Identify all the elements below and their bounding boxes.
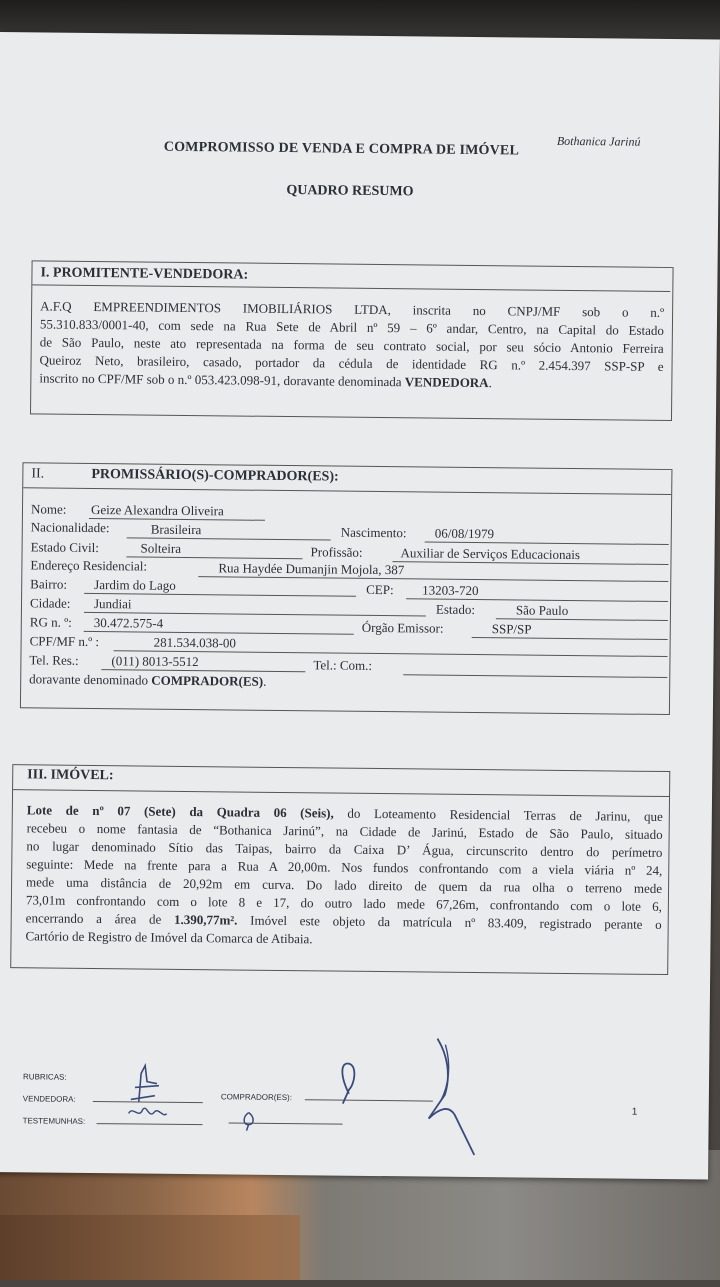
label-rg: RG n. º: [29, 614, 72, 630]
property-lot: Lote de nº 07 (Sete) da Quadra 06 (Seis), [26, 802, 334, 821]
buyer-denomination: COMPRADOR(ES) [151, 672, 264, 689]
value-cpf: 281.534.038-00 [153, 634, 237, 651]
section-property [10, 764, 670, 975]
property-text [25, 801, 662, 952]
document-page [0, 32, 720, 1179]
header-note: Bothanica Jarinú [556, 133, 641, 149]
label-cidade: Cidade: [29, 595, 71, 611]
seller-line: de São Paulo, neste ato representada na forma de seu contrato social, por seu sócio Antonio Ferreira [39, 334, 664, 356]
value-estado: São Paulo [515, 602, 569, 618]
underline [472, 637, 668, 640]
divider [23, 487, 671, 495]
underline [198, 576, 668, 582]
value-cep: 13203-720 [422, 582, 479, 599]
seller-line: A.F.Q EMPREENDIMENTOS IMOBILIÁRIOS LTDA, inscrita no CNPJ/MF sob o n.º [40, 298, 665, 320]
seller-line: 55.310.833/0001-40, com sede na Rua Sete de Abril nº 59 – 6º andar, Centro, na Capital do Estado [39, 316, 664, 338]
value-nascimento: 06/08/1979 [434, 525, 495, 542]
property-line: Imóvel este objeto da matrícula nº 83.409, registrado perante o [250, 912, 662, 932]
rubricas-comprador-label: COMPRADOR(ES): [220, 1092, 293, 1103]
underline [392, 561, 668, 565]
document-subtitle: QUADRO RESUMO [286, 183, 414, 200]
section-seller [30, 260, 674, 421]
value-endereco: Rua Haydée Dumanjin Mojola, 387 [218, 560, 405, 578]
buyer-denomination-prefix: doravante denominado [29, 671, 149, 688]
section-buyer [20, 462, 673, 715]
seller-text [39, 297, 664, 394]
underline [425, 541, 669, 545]
property-area: 1.390,77m². [173, 911, 238, 928]
divider [13, 789, 669, 797]
page-number: 1 [631, 1106, 638, 1118]
value-orgao-emissor: SSP/SP [491, 621, 532, 637]
underline [127, 556, 303, 559]
rubricas-title: RUBRICAS: [23, 1072, 67, 1082]
value-bairro: Jardim do Lago [94, 577, 176, 593]
section-property-heading: III. IMÓVEL: [27, 767, 114, 784]
property-line: 73,01m confrontando com o lote 8 e 17, do outro lado mede 67,26m, confrontando com o lote 6, [25, 892, 662, 914]
seller-line: inscrito no CPF/MF sob o n.º 053.423.098-91, doravante denominada [39, 370, 402, 390]
label-estado-civil: Estado Civil: [30, 539, 99, 556]
label-cep: CEP: [366, 581, 394, 598]
property-line: mede uma distância de 20,92m em curva. Do lado direito de quem da rua olha o terreno mede [26, 874, 663, 896]
seller-signature-icon [118, 1061, 179, 1132]
document-title: COMPROMISSO DE VENDA E COMPRA DE IMÓVEL [163, 139, 520, 159]
section-buyer-number: II. [31, 466, 45, 482]
underline [403, 674, 667, 678]
label-tel-res: Tel. Res.: [29, 652, 79, 668]
section-buyer-heading: PROMISSÁRIO(S)-COMPRADOR(ES): [91, 466, 339, 485]
label-orgao-emissor: Órgão Emissor: [361, 619, 444, 636]
seller-denomination: VENDEDORA [404, 374, 489, 391]
buyer-signature-icon [318, 1033, 499, 1165]
label-profissao: Profissão: [310, 544, 363, 560]
property-line: encerrando a área de [25, 910, 162, 927]
seller-line: Queiroz Neto, brasileiro, casado, portador da cédula de identidade RG n.º 2.454.397 SSP-SP e [39, 352, 664, 374]
label-nome: Nome: [30, 501, 67, 517]
rubricas-testemunhas-label: TESTEMUNHAS: [22, 1116, 86, 1126]
value-tel-res: (011) 8013-5512 [111, 653, 199, 670]
value-estado-civil: Solteira [140, 540, 182, 556]
label-estado: Estado: [435, 601, 476, 618]
property-line: no lugar denominado Sítio das Taipas, bairro da Caixa D’ Água, circunscrito dentro do perímetro [26, 838, 663, 860]
witness-signature-icon [236, 1109, 266, 1133]
buyer-denomination-line: doravante denominado COMPRADOR(ES). [29, 671, 267, 689]
seller-line-last: inscrito no CPF/MF sob o n.º 053.423.098-91, doravante denominada VENDEDORA. [39, 370, 492, 391]
value-nacionalidade: Brasileira [150, 521, 202, 538]
property-line: do Loteamento Residencial Terras de Jarinu, que [347, 805, 663, 824]
section-seller-heading: I. PROMITENTE-VENDEDORA: [32, 265, 670, 292]
property-line: Cartório de Registro de Imóvel da Comarca de Atibaia. [25, 928, 313, 947]
label-nacionalidade: Nacionalidade: [30, 519, 110, 536]
rubricas-vendedora-label: VENDEDORA: [22, 1094, 76, 1104]
underline [89, 518, 265, 521]
label-endereco: Endereço Residencial: [30, 557, 148, 574]
value-rg: 30.472.575-4 [93, 615, 164, 631]
underline [84, 631, 354, 635]
label-nascimento: Nascimento: [340, 524, 407, 541]
label-bairro: Bairro: [30, 576, 68, 592]
label-cpf: CPF/MF n.º : [29, 633, 100, 650]
value-cidade: Jundiai [93, 596, 132, 612]
label-tel-com: Tel.: Com.: [313, 657, 373, 673]
value-profissao: Auxiliar de Serviços Educacionais [400, 545, 581, 563]
value-nome: Geize Alexandra Oliveira [90, 501, 224, 519]
property-line: recebeu o nome fantasia de “Bothanica Jarinú”, na Cidade de Jarinú, Estado de São Paulo, situado [26, 820, 663, 842]
property-line: seguinte: Mede na frente para a Rua A 20,00m. Nos fundos confrontando com a viela viária nº 24, [26, 856, 663, 878]
